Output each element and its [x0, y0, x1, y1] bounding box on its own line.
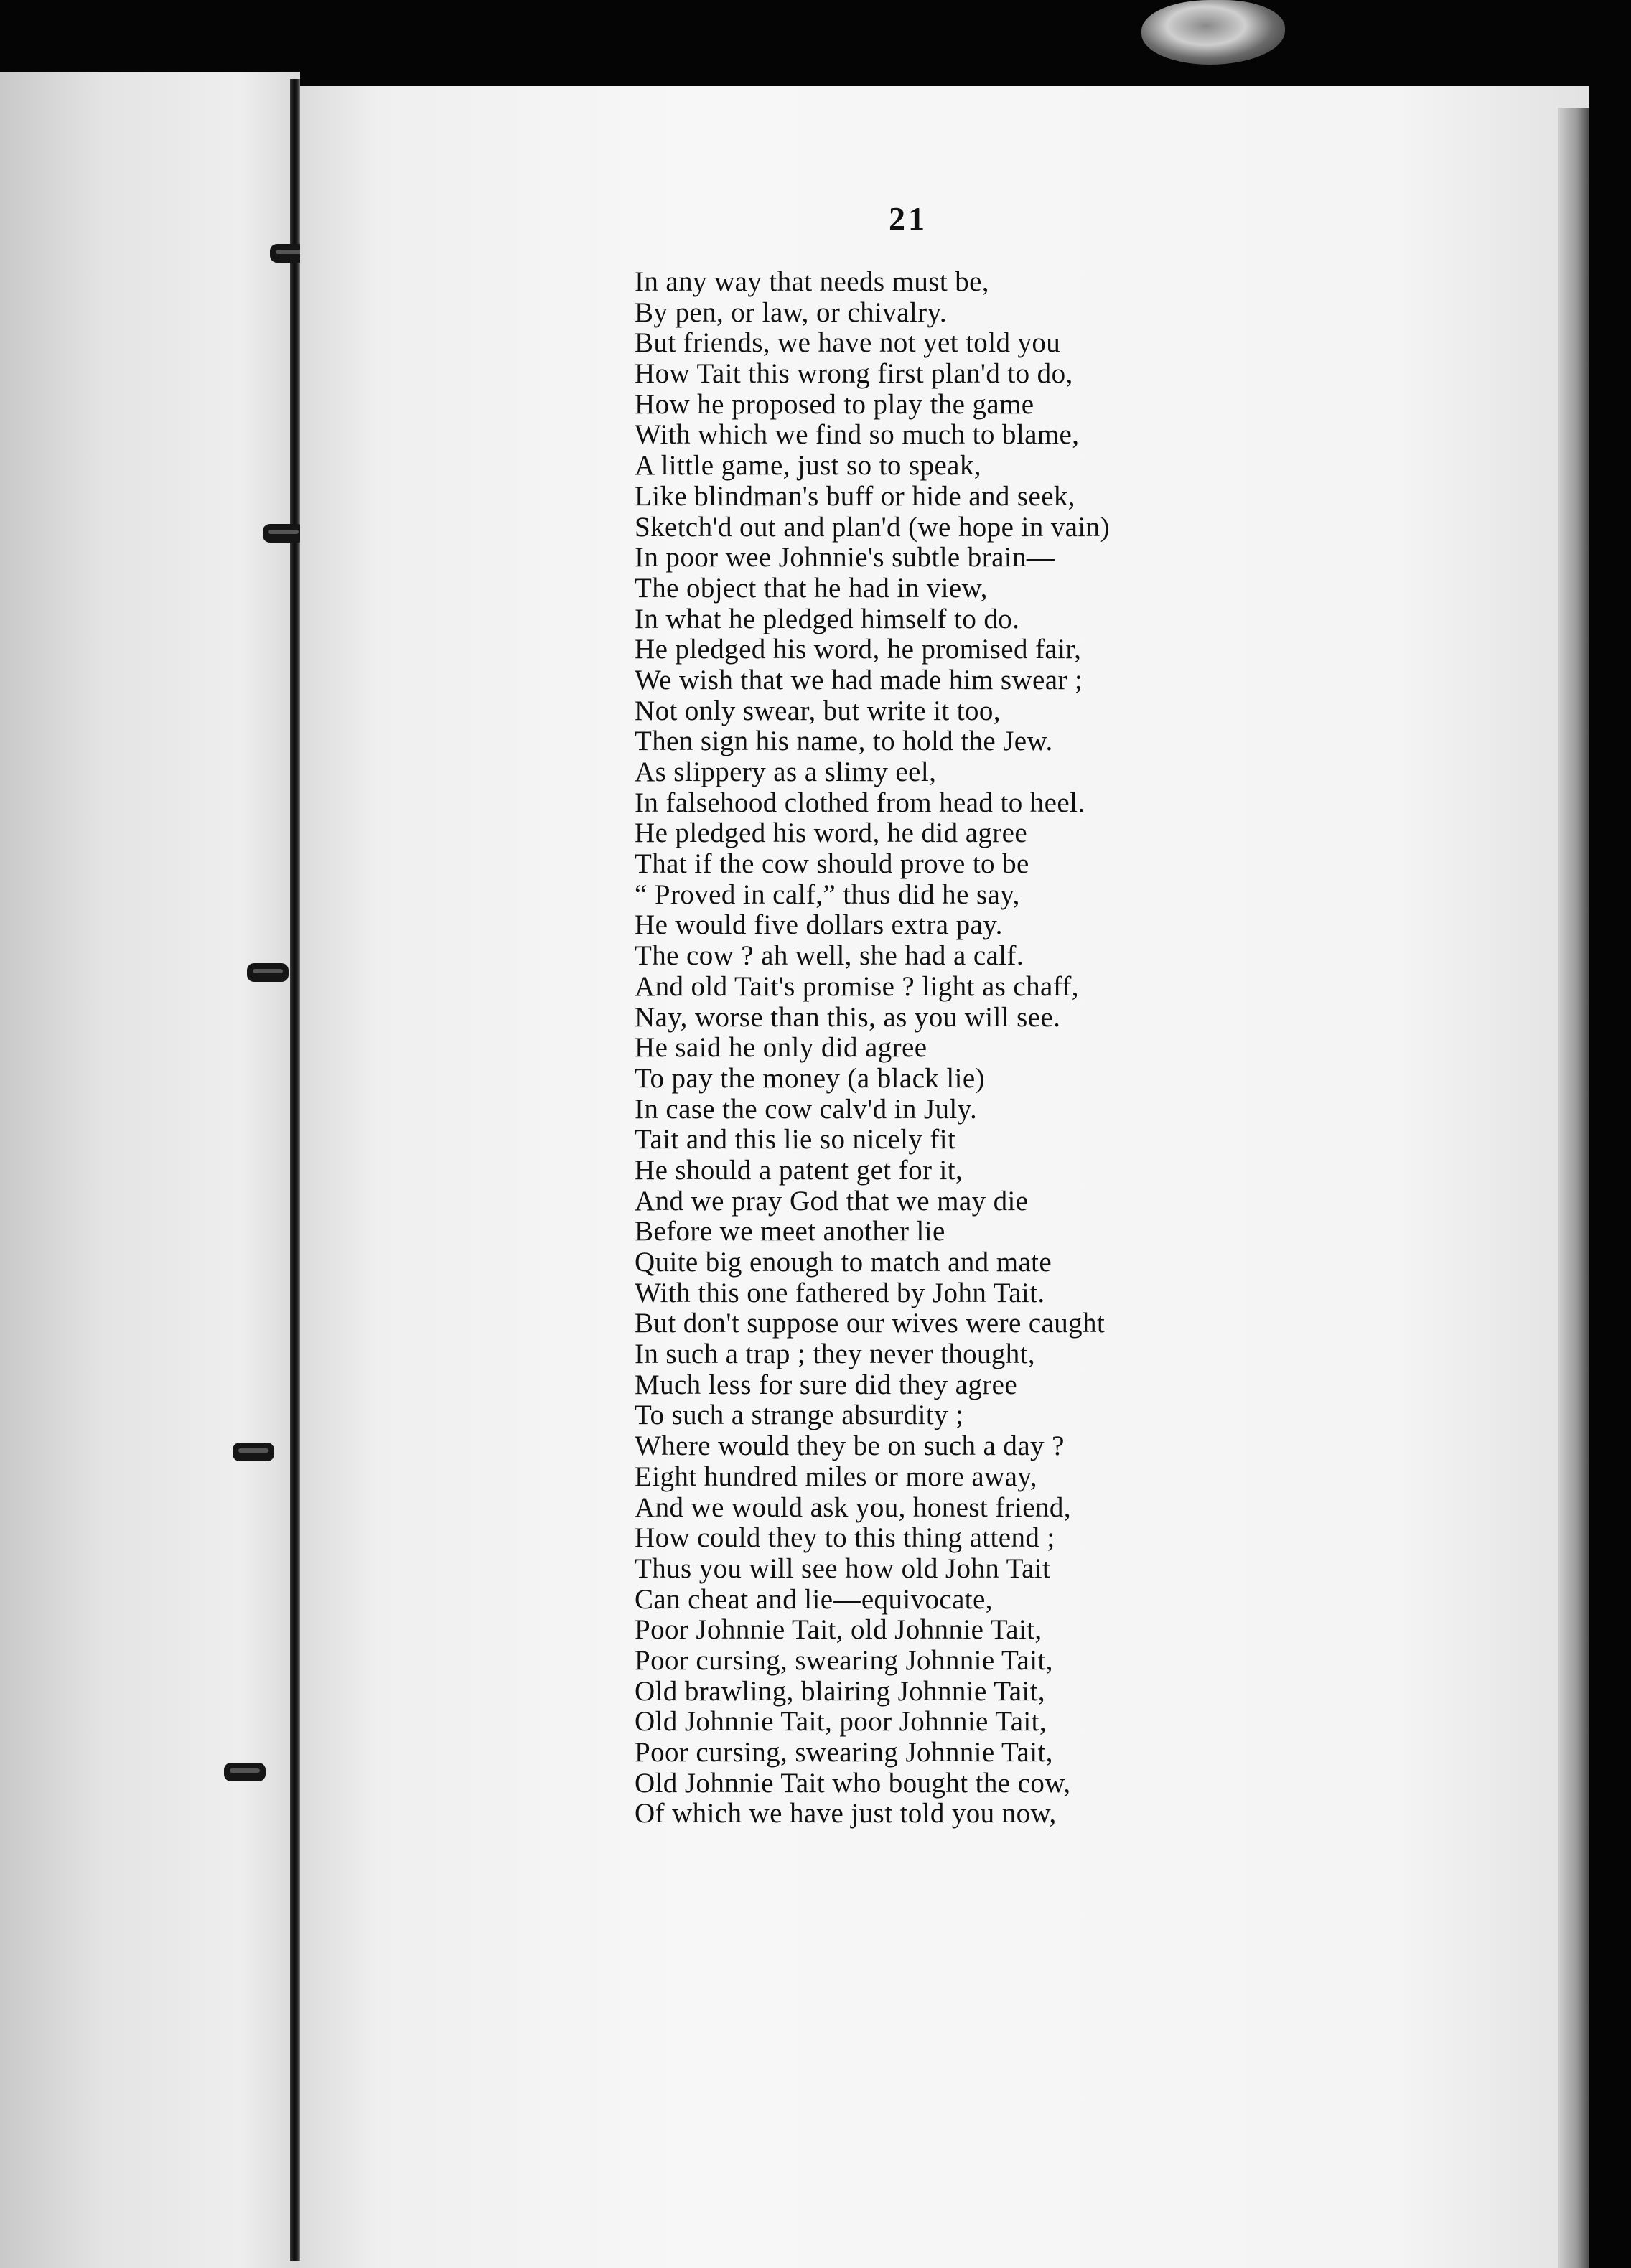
poem-line: Much less for sure did they agree [635, 1369, 1018, 1400]
poem-line: And old Tait's promise ? light as chaff, [635, 970, 1079, 1002]
poem-line: Nay, worse than this, as you will see. [635, 1001, 1061, 1033]
poem-line: The cow ? ah well, she had a calf. [635, 940, 1024, 972]
poem-line: Sketch'd out and plan'd (we hope in vain) [635, 511, 1110, 543]
poem-line: He should a patent get for it, [635, 1154, 963, 1186]
poem-line: “ Proved in calf,” thus did he say, [635, 878, 1020, 910]
poem-line: And we would ask you, honest friend, [635, 1491, 1071, 1523]
poem-line: As slippery as a slimy eel, [635, 756, 937, 787]
binding-stitch [263, 524, 304, 543]
poem-line: He pledged his word, he did agree [635, 817, 1028, 849]
poem-line: Old Johnnie Tait who bought the cow, [635, 1767, 1071, 1799]
page-number: 21 [889, 200, 927, 237]
poem-line: Poor Johnnie Tait, old Johnnie Tait, [635, 1614, 1042, 1646]
poem-line: The object that he had in view, [635, 572, 988, 604]
poem-line: Quite big enough to match and mate [635, 1247, 1052, 1278]
poem-line: In such a trap ; they never thought, [635, 1339, 1036, 1370]
poem-line: Before we meet another lie [635, 1216, 945, 1247]
poem-line: We wish that we had made him swear ; [635, 664, 1083, 695]
poem-line: Poor cursing, swearing Johnnie Tait, [635, 1737, 1053, 1768]
poem-line: Old brawling, blairing Johnnie Tait, [635, 1675, 1046, 1707]
poem-line: Tait and this lie so nicely fit [635, 1124, 956, 1156]
poem-line: He said he only did agree [635, 1032, 927, 1064]
binding-stitch [247, 963, 289, 982]
poem-line: Where would they be on such a day ? [635, 1430, 1065, 1462]
binding-stitch [233, 1443, 274, 1461]
poem-line: And we pray God that we may die [635, 1185, 1029, 1217]
poem-line: He pledged his word, he promised fair, [635, 634, 1082, 665]
poem-line: Eight hundred miles or more away, [635, 1461, 1037, 1492]
page-edge-shadow [1558, 108, 1589, 2268]
poem-line: To such a strange absurdity ; [635, 1400, 964, 1431]
poem-line: To pay the money (a black lie) [635, 1062, 985, 1094]
book-gutter [290, 79, 300, 2261]
poem-line: But friends, we have not yet told you [635, 327, 1061, 359]
poem-line: Poor cursing, swearing Johnnie Tait, [635, 1644, 1053, 1676]
poem-line: That if the cow should prove to be [635, 848, 1029, 880]
poem-text [635, 267, 1539, 1829]
poem-line: With which we find so much to blame, [635, 419, 1080, 451]
poem-line: In what he pledged himself to do. [635, 603, 1020, 634]
poem-line: In poor wee Johnnie's subtle brain— [635, 542, 1055, 573]
binding-stitch [224, 1763, 266, 1781]
poem-line: In case the cow calv'd in July. [635, 1093, 978, 1125]
poem-line: Old Johnnie Tait, poor Johnnie Tait, [635, 1706, 1047, 1738]
poem-line: By pen, or law, or chivalry. [635, 296, 948, 328]
poem-line: How he proposed to play the game [635, 388, 1034, 420]
poem-line: With this one fathered by John Tait. [635, 1277, 1045, 1308]
poem-line: Can cheat and lie—equivocate, [635, 1583, 993, 1615]
poem-line: In any way that needs must be, [635, 266, 989, 297]
poem-line: Then sign his name, to hold the Jew. [635, 726, 1053, 757]
poem-line: But don't suppose our wives were caught [635, 1308, 1106, 1339]
left-page [0, 72, 300, 2268]
poem-line: How Tait this wrong first plan'd to do, [635, 358, 1073, 390]
poem-line: Not only swear, but write it too, [635, 695, 1001, 726]
poem-line: Like blindman's buff or hide and seek, [635, 480, 1075, 512]
poem-line: In falsehood clothed from head to heel. [635, 787, 1085, 818]
poem-line: How could they to this thing attend ; [635, 1522, 1055, 1554]
poem-line: Thus you will see how old John Tait [635, 1552, 1051, 1584]
poem-line: A little game, just so to speak, [635, 450, 981, 482]
poem-line: He would five dollars extra pay. [635, 909, 1003, 941]
poem-line: Of which we have just told you now, [635, 1798, 1057, 1829]
